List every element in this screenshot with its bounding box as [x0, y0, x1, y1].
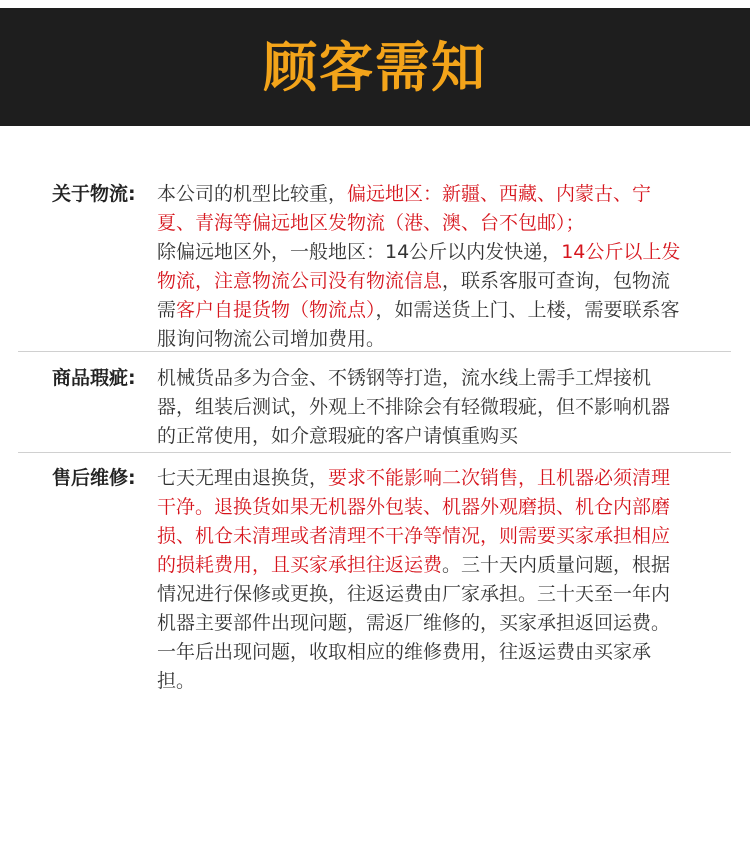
- section-label: 售后维修:: [52, 467, 136, 489]
- content-segment: 除偏远地区外，一般地区：14公斤以内发快递，: [157, 241, 562, 263]
- content-segment-highlight: 要求不能影响二次销售，且机器必须清理干净。退换货如果无机器外包装、机器外观磨损、机仓内部磨损、机仓未清理或者清理不干净等情况，则需要买家承担相应的损耗费用，且买家承担往返运费: [157, 467, 671, 576]
- content-segment: 本公司的机型比较重，: [157, 183, 348, 205]
- section-divider: [18, 452, 731, 453]
- content-segment-highlight: 客户自提货物（物流点）: [176, 299, 376, 321]
- content-segment: ，联系客服可查询，包物流需: [157, 270, 671, 321]
- page-title: 顾客需知: [263, 35, 487, 99]
- section-content: [157, 464, 687, 696]
- content-segment: 机械货品多为合金、不锈钢等打造，流水线上需手工焊接机器，组装后测试，外观上不排除会有轻微瑕疵，但不影响机器的正常使用，如介意瑕疵的客户请慎重购买: [157, 367, 671, 447]
- content-segment-highlight: 偏远地区：新疆、西藏、内蒙古、宁夏、青海等偏远地区发物流（港、澳、台不包邮）；: [157, 183, 652, 234]
- content-segment: 。三十天内质量问题，根据情况进行保修或更换，往返运费由厂家承担。三十天至一年内机器主要部件出现问题，需返厂维修的，买家承担返回运费。一年后出现问题，收取相应的维修费用，往返运费由买家承担。: [157, 554, 671, 692]
- section-label: 商品瑕疵:: [52, 367, 136, 389]
- section-label: 关于物流:: [52, 183, 136, 205]
- section-content: [157, 180, 687, 354]
- content-segment-highlight: 14公斤以上发物流，注意物流公司没有物流信息: [157, 241, 681, 292]
- section-divider: [18, 351, 731, 352]
- section-content: [157, 364, 687, 451]
- header-banner: [0, 8, 750, 126]
- content-segment: ，如需送货上门、上楼，需要联系客服询问物流公司增加费用。: [157, 299, 680, 350]
- content-segment: 七天无理由退换货，: [157, 467, 329, 489]
